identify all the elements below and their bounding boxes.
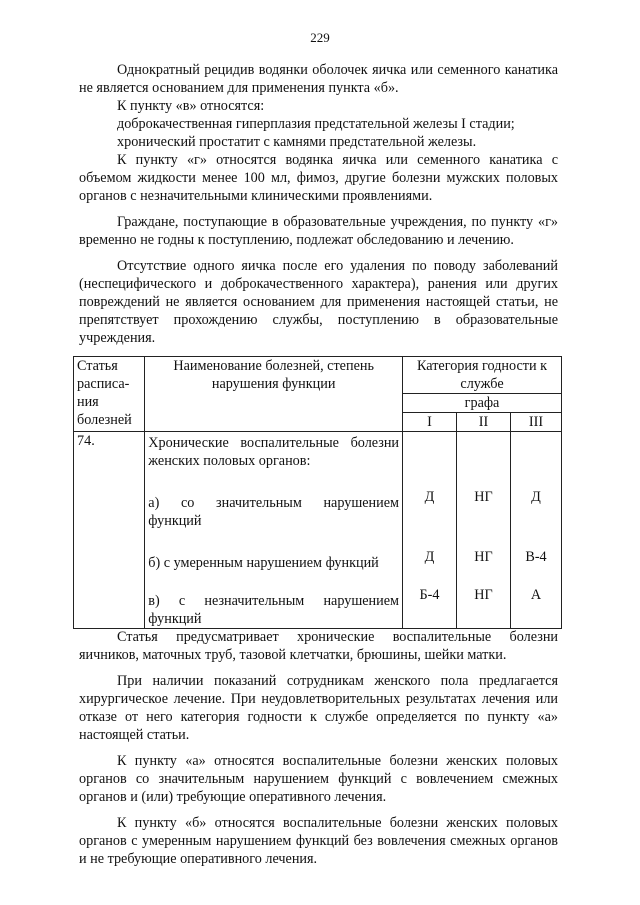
paragraph-absence-testicle: Отсутствие одного яичка после его удаления по поводу заболеваний (неспецифического и доброкачественного характера), ранения или других повреждений не является основанием для применения настоящей статьи, не препятствует прохождению службы, поступлению в образовательные учреждения. bbox=[79, 258, 558, 346]
paragraph-point-g: К пункту «г» относятся водянка яичка или семенного канатика с объемом жидкости менее 100 мл, фимоз, другие болезни мужских половых органов с незначительными клиническими проявлениями. bbox=[79, 152, 558, 204]
row-a-label: а) со значительным нарушением функций bbox=[148, 495, 400, 529]
header-category: Категория годности к службе bbox=[403, 357, 562, 394]
top-text-block bbox=[79, 61, 558, 347]
cell-b-2: НГ bbox=[474, 549, 493, 565]
cell-v-2: НГ bbox=[474, 587, 493, 603]
article-number: 74. bbox=[74, 432, 145, 629]
bottom-text-block bbox=[79, 628, 558, 868]
cell-b-1: Д bbox=[424, 549, 435, 565]
disease-table bbox=[73, 356, 562, 629]
paragraph-point-a: К пункту «а» относятся воспалительные болезни женских половых органов со значительным нарушением функций с вовлечением смежных органов и (или) требующие оперативного лечения. bbox=[79, 753, 558, 805]
header-disease-name bbox=[145, 357, 403, 432]
cell-v-1: Б-4 bbox=[419, 587, 440, 603]
page-number: 229 bbox=[310, 30, 330, 45]
paragraph-admission: Граждане, поступающие в образовательные учреждения, по пункту «г» временно не годны к поступлению, подлежат обследованию и лечению. bbox=[79, 214, 558, 248]
paragraph-point-b: К пункту «б» относятся воспалительные болезни женских половых органов с умеренным нарушением функций без вовлечения смежных органов и не требующие оперативного лечения. bbox=[79, 815, 558, 867]
header-column: графа bbox=[403, 394, 562, 413]
cell-b-3: В-4 bbox=[525, 549, 547, 565]
cell-a-3: Д bbox=[531, 489, 541, 505]
cell-v-3: А bbox=[530, 587, 542, 603]
header-col-1: I bbox=[403, 413, 457, 432]
paragraph-relapse: Однократный рецидив водянки оболочек яичка или семенного канатика не является основанием для применения пункта «б». bbox=[79, 62, 558, 96]
paragraph-point-v: К пункту «в» относятся: bbox=[117, 98, 265, 114]
list-item-prostatitis: хронический простатит с камнями предстательной железы. bbox=[117, 134, 477, 150]
paragraph-article-scope: Статья предусматривает хронические воспалительные болезни яичников, маточных труб, тазовой клетчатки, брюшины, шейки матки. bbox=[79, 629, 558, 663]
header-col-3: III bbox=[511, 413, 562, 432]
disease-description bbox=[145, 432, 403, 629]
category-col-1 bbox=[403, 432, 457, 629]
list-item-hyperplasia: доброкачественная гиперплазия предстательной железы I стадии; bbox=[117, 116, 515, 132]
category-col-3 bbox=[511, 432, 562, 629]
header-disease-name-text: Наименование болезней, степень нарушения функции bbox=[173, 358, 374, 392]
row-v-label: в) с незначительным нарушением функций bbox=[148, 593, 400, 627]
category-col-2 bbox=[457, 432, 511, 629]
disease-title: Хронические воспалительные болезни женских половых органов: bbox=[148, 435, 400, 469]
cell-a-2: НГ bbox=[474, 489, 493, 505]
header-col-2: II bbox=[457, 413, 511, 432]
paragraph-treatment: При наличии показаний сотрудникам женского пола предлагается хирургическое лечение. При неудовлетворительных результатах лечения или отказе от него категория годности к службе определяется по пункту «а» настоящей статьи. bbox=[79, 673, 558, 743]
row-b-label: б) с умеренным нарушением функций bbox=[148, 555, 379, 571]
cell-a-1: Д bbox=[424, 489, 435, 505]
header-article: Статья расписа-ния болезней bbox=[74, 357, 145, 432]
